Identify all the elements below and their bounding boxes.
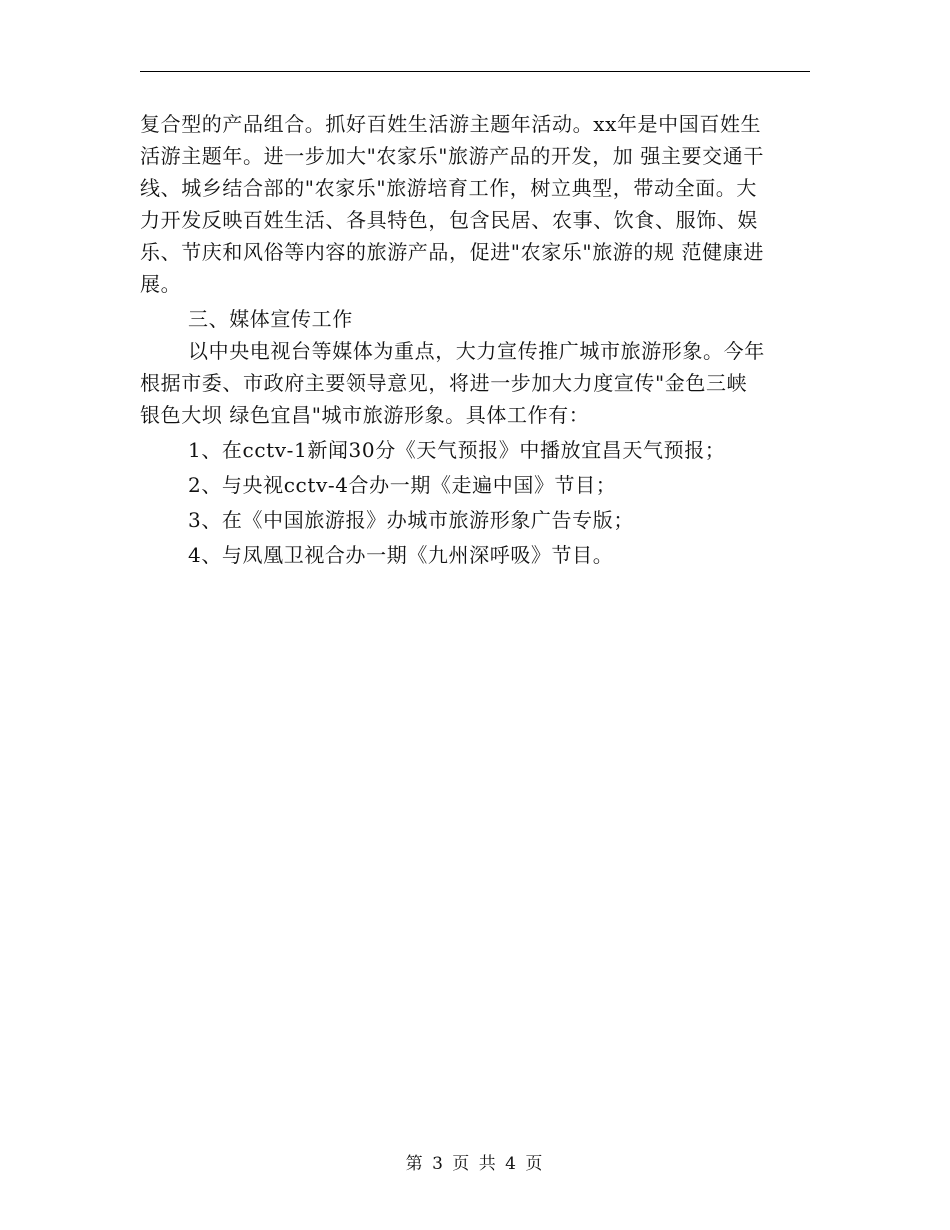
paragraph-line: 乐、节庆和风俗等内容的旅游产品，促进"农家乐"旅游的规 范健康进 <box>140 240 764 264</box>
list-item: 2、与央视cctv-4合办一期《走遍中国》节目； <box>188 473 617 497</box>
list-item: 3、在《中国旅游报》办城市旅游形象广告专版； <box>188 508 634 532</box>
paragraph-line: 展。 <box>140 272 182 296</box>
paragraph-1 <box>140 108 810 300</box>
paragraph-line: 力开发反映百姓生活、各具特色，包含民居、农事、饮食、服饰、娱 <box>140 208 758 232</box>
paragraph-line: 复合型的产品组合。抓好百姓生活游主题年活动。xx年是中国百姓生 <box>140 112 762 136</box>
list-item: 1、在cctv-1新闻30分《天气预报》中播放宜昌天气预报； <box>188 438 726 462</box>
paragraph-line: 活游主题年。进一步加大"农家乐"旅游产品的开发，加 强主要交通干 <box>140 144 764 168</box>
paragraph-line: 以中央电视台等媒体为重点，大力宣传推广城市旅游形象。今年 <box>188 339 765 363</box>
list-item: 4、与凤凰卫视合办一期《九州深呼吸》节目。 <box>188 543 614 567</box>
section-heading: 三、媒体宣传工作 <box>188 307 353 331</box>
document-body <box>140 108 810 571</box>
paragraph-line: 根据市委、市政府主要领导意见，将进一步加大力度宣传"金色三峡 <box>140 371 748 395</box>
paragraph-2 <box>140 335 810 431</box>
paragraph-line: 线、城乡结合部的"农家乐"旅游培育工作，树立典型，带动全面。大 <box>140 176 757 200</box>
page-number: 第 3 页 共 4 页 <box>405 1154 545 1174</box>
paragraph-line: 银色大坝 绿色宜昌"城市旅游形象。具体工作有： <box>140 403 590 427</box>
work-item-list <box>140 434 810 571</box>
header-rule <box>140 71 810 72</box>
